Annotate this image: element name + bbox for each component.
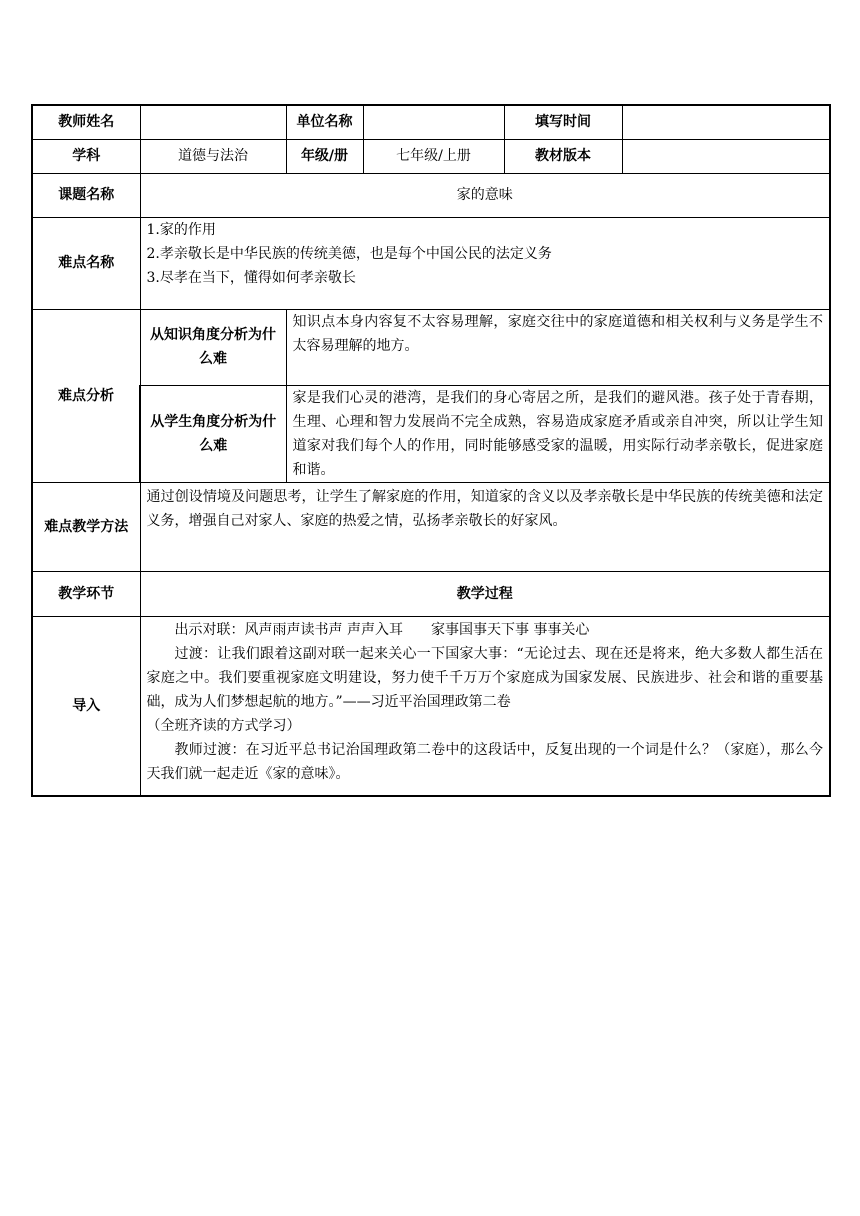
method-label: 难点教学方法 [32,482,140,571]
method-paragraph: 通过创设情境及问题思考，让学生了解家庭的作用，知道家的含义以及孝亲敬长是中华民族的传统美德和法定义务，增强自己对家人、家庭的热爱之情，弘扬孝亲敬长的好家风。 [146,488,823,529]
student-analysis-label: 从学生角度分析为什么难 [140,385,286,482]
topic-row [32,173,830,217]
teacher-name-value[interactable] [140,105,286,139]
process-header-label: 教学过程 [140,571,830,616]
fill-date-label: 填写时间 [504,105,622,139]
subject-row [32,139,830,173]
intro-reading-note: （全班齐读的方式学习） [146,717,301,734]
grade-label: 年级/册 [286,139,363,173]
analysis-student-row [32,385,830,482]
analysis-knowledge-row [32,309,830,385]
edition-label: 教材版本 [504,139,622,173]
intro-couplet: 出示对联：风声雨声读书声 声声入耳 家事国事天下事 事事关心 [174,621,590,638]
difficulty-item-2: 2.孝亲敬长是中华民族的传统美德，也是每个中国公民的法定义务 [146,245,552,262]
grade-value: 七年级/上册 [363,139,504,173]
header-row [32,105,830,139]
knowledge-analysis-text: 知识点本身内容复不太容易理解，家庭交往中的家庭道德和相关权利与义务是学生不太容易理解的地方。 [286,309,830,385]
edition-value[interactable] [622,139,830,173]
analysis-label: 难点分析 [32,309,140,482]
fill-date-value[interactable] [622,105,830,139]
difficulty-item-1: 1.家的作用 [146,221,216,238]
process-header-row [32,571,830,616]
lesson-plan-table [31,104,831,797]
subject-label: 学科 [32,139,140,173]
difficulty-list [140,217,830,309]
intro-label: 导入 [32,616,140,796]
topic-value: 家的意味 [140,173,830,217]
method-text [140,482,830,571]
difficulty-label: 难点名称 [32,217,140,309]
teacher-name-label: 教师姓名 [32,105,140,139]
unit-name-value[interactable] [363,105,504,139]
intro-teacher-transition: 教师过渡：在习近平总书记治国理政第二卷中的这段话中，反复出现的一个词是什么？（家庭），那么今天我们就一起走近《家的意味》。 [146,741,823,782]
student-analysis-text: 家是我们心灵的港湾，是我们的身心寄居之所，是我们的避风港。孩子处于青春期，生理、心理和智力发展尚不完全成熟，容易造成家庭矛盾或亲自冲突，所以让学生知道家对我们每个人的作用，同时能够感受家的温暖，用实际行动孝亲敬长，促进家庭和谐。 [286,385,830,482]
unit-name-label: 单位名称 [286,105,363,139]
topic-label: 课题名称 [32,173,140,217]
knowledge-analysis-label: 从知识角度分析为什么难 [140,309,286,385]
difficulty-item-3: 3.尽孝在当下，懂得如何孝亲敬长 [146,269,356,286]
intro-transition-quote: 过渡：让我们跟着这副对联一起来关心一下国家大事：“无论过去、现在还是将来，绝大多数人都生活在家庭之中。我们要重视家庭文明建设，努力使千千万万个家庭成为国家发展、民族进步、社会和谐的重要基础，成为人们梦想起航的地方。”——习近平治国理政第二卷 [146,645,823,710]
subject-value: 道德与法治 [140,139,286,173]
intro-row [32,616,830,796]
difficulty-row [32,217,830,309]
intro-content [140,616,830,796]
method-row [32,482,830,571]
stage-header-label: 教学环节 [32,571,140,616]
